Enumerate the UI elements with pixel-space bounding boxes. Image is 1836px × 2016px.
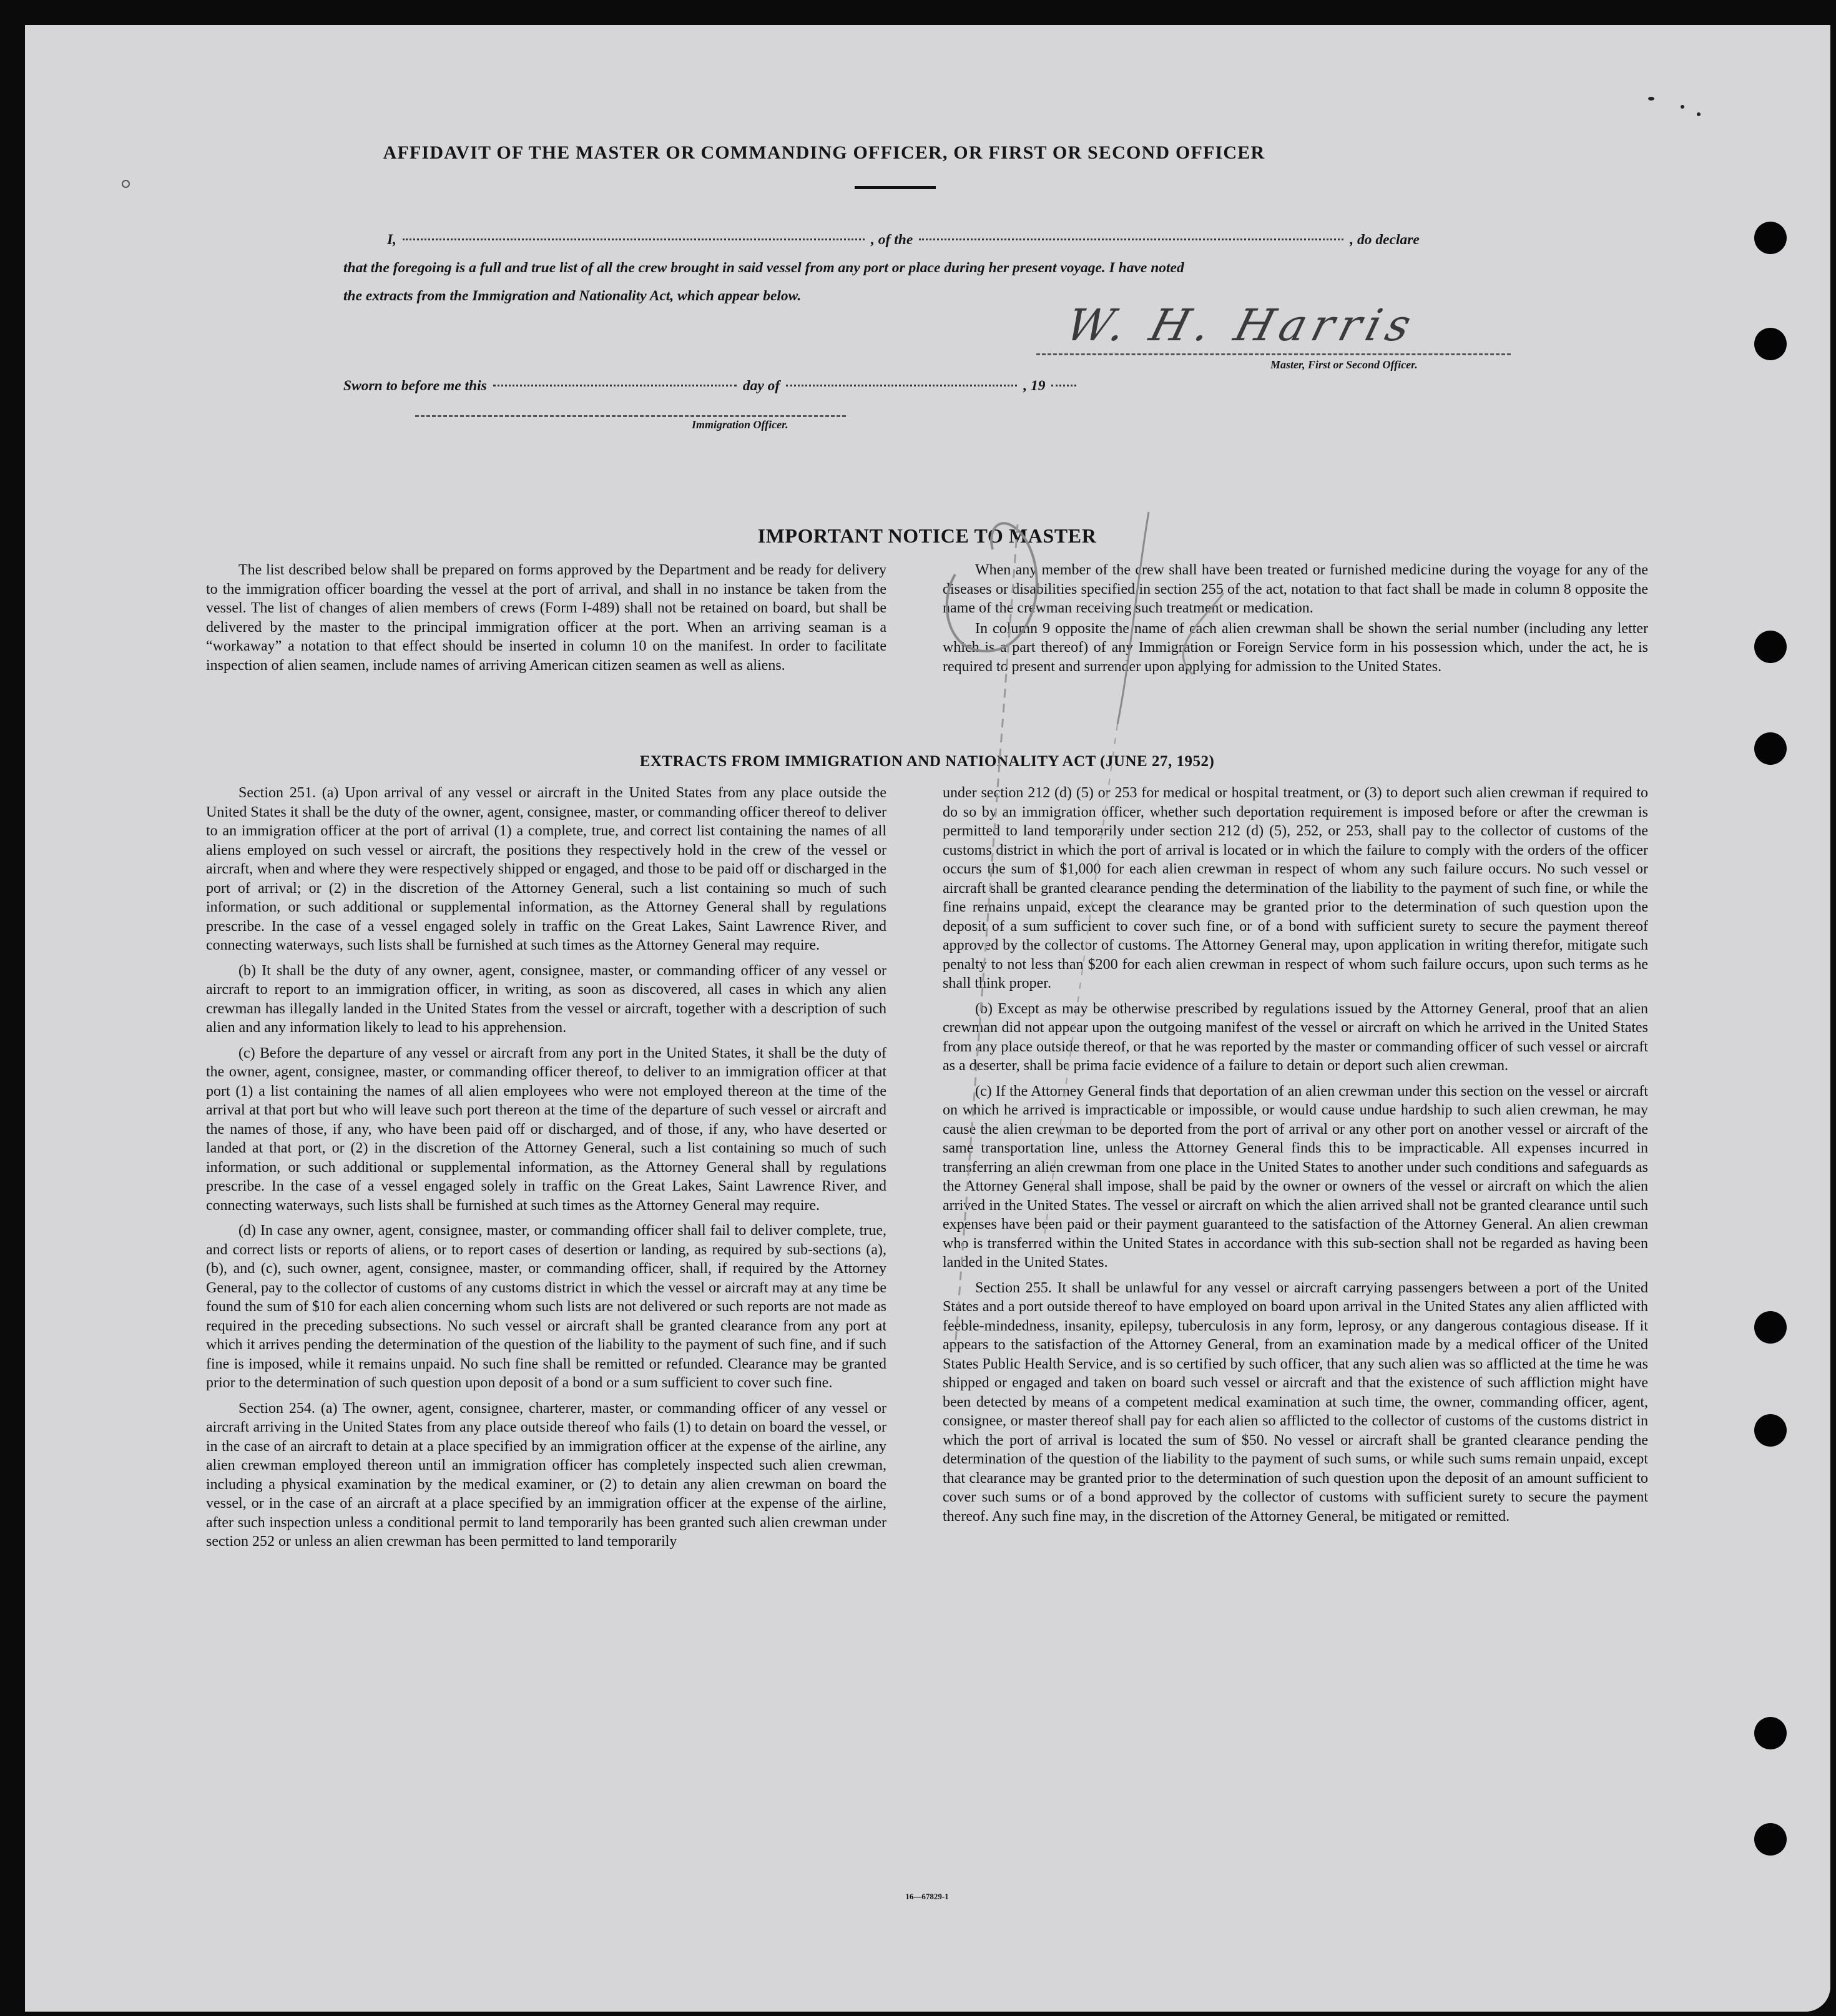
punch-hole (1754, 1823, 1787, 1856)
punch-hole (1754, 1311, 1787, 1344)
officer-caption: Immigration Officer. (692, 418, 788, 431)
punch-hole (1754, 222, 1787, 254)
section-254-b: (b) Except as may be otherwise prescribed by regulations issued by the Attorney General, proof that an alien crewman did not appear upon the outgoing manifest of the vessel or aircraft on which he arrived in the United States from any place outside thereof, or that he was reported by the master or commanding officer of such vessel or aircraft as a deserter, shall be prima facie evidence of a failure to detain or deport such alien crewman. (943, 1000, 1648, 1074)
sworn-year-field (1051, 385, 1076, 386)
section-255: Section 255. It shall be unlawful for any vessel or aircraft carrying passengers between a port of the United States and a port outside thereof to have employed on board upon arrival in the United States any alien afflicted with feeble-mindedness, insanity, epilepsy, tuberculosis in any form, leprosy, or any dangerous contagious disease. If it appears to the satisfaction of the Attorney General, from an examination made by a medical officer of the United States Public Health Service, and is so certified by such officer, that any such alien was so afflicted at the time he was shipped or engaged and taken on board such vessel or aircraft and that the existence of such affliction might have been detected by means of a competent medical examination at such time, the owner, commanding officer, agent, consignee, or master thereof shall pay for each alien so afflicted to the collector of customs of the customs district in which the port of arrival is located the sum of $50. No vessel or aircraft shall be granted clearance pending the determination of the question of the liability to the payment of such sums, or while such sums remain unpaid, except that clearance may be granted prior to the determination of such question upon the deposit of an amount sufficient to cover such sums or of a bond approved by the collector of customs with sufficient surety to secure the payment thereof. Any such fine may, in the discretion of the Attorney General, be mitigated or remitted. (943, 1279, 1648, 1525)
master-signature: W. H. Harris (1061, 300, 1423, 351)
section-254-a-continued: under section 212 (d) (5) or 253 for medical or hospital treatment, or (3) to deport such alien crewman if required to do so by an immigration officer, whether such deportation requirement is imposed before or after the crewman is permitted to land temporarily under section 212 (d) (5), 252, or 253, shall pay to the collector of customs of the customs district in which the port of arrival is located or in which the failure to comply with the orders of the officer occurs the sum of $1,000 for each alien crewman in respect of whom any such failure occurs. No such vessel or aircraft shall be granted clearance pending the determination of the liability to the payment of such fine, or while the fine remains unpaid, except the clearance may be granted prior to the determination of such question upon the deposit of a sum sufficient to cover such fine, or of a bond with sufficient surety to secure the payment thereof approved by the collector of customs. The Attorney General may, upon application in writing therefor, mitigate such penalty to not less than $200 for each alien crewman in respect of whom such failure occurs, upon such terms as he shall think proper. (943, 785, 1648, 991)
sworn-block (343, 372, 1511, 400)
punch-hole (1754, 631, 1787, 663)
punch-hole (1754, 328, 1787, 360)
document-page (25, 25, 1830, 2012)
signature-caption: Master, First or Second Officer. (1270, 358, 1418, 371)
declaration-block (343, 226, 1511, 310)
section-251-d: (d) In case any owner, agent, consignee, master, or commanding officer shall fail to deliver complete, true, and correct lists or reports of aliens, or to report cases of desertion or landing, as required by sub-sections (a), (b), and (c), such owner, agent, consignee, master, or commanding officer, shall, if required by the Attorney General, pay to the collector of customs of any customs district in which the vessel or aircraft may at any time be found the sum of $10 for each alien concerning whom such lists are not delivered or such reports are not made as required in the preceding subsections. No such vessel or aircraft shall be granted clearance from any port at which it arrives pending the determination of the question of the liability to the payment of such fine, and if such fine is imposed, while it remains unpaid. No such fine shall be remitted or refunded. Clearance may be granted prior to the determination of such question upon deposit of a bond or a sum sufficient to cover such fine. (206, 1222, 886, 1391)
section-254-a: Section 254. (a) The owner, agent, consignee, charterer, master, or commanding officer of any vessel or aircraft arriving in the United States from any place outside thereof who fails (1) to detain on board the vessel, or in the case of an aircraft to detain at a place specified by an immigration officer at the expense of the airline, any alien crewman employed thereon until an immigration officer has completely inspected such alien crewman, including a physical examination by the medical examiner, or (2) to detain any alien crewman on board the vessel, or in the case of an aircraft at a place specified by an immigration officer at the expense of the airline, after such inspection unless a conditional permit to land temporarily has been granted such alien crewman under section 252 or unless an alien crewman has been permitted to land temporarily (206, 1400, 886, 1550)
sworn-month-field (786, 385, 1017, 386)
punch-hole (1754, 1717, 1787, 1749)
declaration-line-2: that the foregoing is a full and true list of all the crew brought in said vessel from any port or place during her present voyage. I have noted (343, 260, 1184, 276)
signature-line (1036, 353, 1511, 355)
sworn-line (343, 372, 1511, 400)
notice-right-paragraph-1: When any member of the crew shall have been treated or furnished medicine during the voyage for any of the diseases or disabilities specified in section 255 of the act, notation to that fact shall be made in column 8 opposite the name of the crewman receiving such treatment or medication. (943, 562, 1648, 616)
affidavit-title: AFFIDAVIT OF THE MASTER OR COMMANDING OFFICER, OR FIRST OR SECOND OFFICER (383, 142, 1265, 163)
do-declare-label: , do declare (1350, 232, 1420, 248)
section-251-b: (b) It shall be the duty of any owner, agent, consignee, master, or commanding officer of any vessel or aircraft to report to an immigration officer, in writing, as soon as discovered, all cases in which any alien crewman has illegally landed in the United States from the vessel or aircraft, together with a description of such alien and any information likely to lead to his apprehension. (206, 962, 886, 1036)
of-the-label: , of the (871, 232, 913, 248)
declarant-prefix: I, (387, 232, 397, 248)
extracts-left-column (206, 784, 886, 1558)
section-251-c: (c) Before the departure of any vessel or aircraft from any port in the United States, it shall be the duty of the owner, agent, consignee, master, or commanding officer thereof, to deliver to an immigration officer at that port (1) a list containing the names of all alien employees who were not employed thereon at the time of the arrival at that port but who will leave such port thereon at the time of the departure of such vessel or aircraft and the names of those, if any, who have been paid off or discharged, and of those, if any, who have deserted or landed at that port, or (2) in the discretion of the Attorney General, such a list containing so much of such information, or such additional or supplemental information, as the Attorney General shall by regulations prescribe. In the case of a vessel engaged solely in traffic on the Great Lakes, Saint Lawrence River, and connecting waterways, such lists shall be furnished at such times as the Attorney General may require. (206, 1045, 886, 1214)
declaration-line-1 (343, 226, 1511, 254)
section-254-c: (c) If the Attorney General finds that deportation of an alien crewman under this section on the vessel or aircraft on which he arrived is impracticable or impossible, or would cause undue hardship to such alien crewman, he may cause the alien crewman to be deported from the port of arrival or any other port on another vessel or aircraft of the same transportation line, unless the Attorney General finds this to be impracticable. All expenses incurred in transferring an alien crewman from one place in the United States to another under such conditions and safeguards as the Attorney General shall impose, shall be paid by the owner or owners of the vessel or aircraft on which the alien arrived in the United States. The vessel or aircraft on which the alien arrived shall not be granted clearance until such expenses have been paid or their payment guaranteed to the satisfaction of the Attorney General. An alien crewman who is transferred within the United States in accordance with this sub-section shall not be regarded as having been landed in the United States. (943, 1083, 1648, 1271)
day-of-label: day of (742, 378, 780, 394)
section-251-a: Section 251. (a) Upon arrival of any vessel or aircraft in the United States from any place outside the United States it shall be the duty of the owner, agent, consignee, master, or commanding officer thereof to deliver to an immigration officer at the port of arrival (1) a complete, true, and correct list containing the names of all aliens employed on such vessel or aircraft, the positions they respectively hold in the crew of the vessel or aircraft, when and where they were respectively shipped or engaged, and those to be paid off or discharged in the port of arrival; or (2) in the discretion of the Attorney General, such a list containing so much of such information, or such additional or supplemental information, as the Attorney General shall by regulations prescribe. In the case of a vessel engaged solely in traffic on the Great Lakes, Saint Lawrence River, and connecting waterways, such lists shall be furnished at such times as the Attorney General may require. (206, 785, 886, 953)
scan-speck (122, 180, 130, 188)
extracts-right-column (943, 784, 1648, 1532)
form-code: 16—67829-1 (905, 1892, 949, 1901)
notice-left-column (206, 561, 886, 681)
scan-speck (1648, 97, 1654, 101)
sworn-day-field (493, 385, 737, 386)
sworn-label: Sworn to before me this (343, 378, 487, 394)
punch-hole (1754, 1414, 1787, 1447)
declaration-line-3: the extracts from the Immigration and Nationality Act, which appear below. (343, 288, 802, 304)
notice-title: IMPORTANT NOTICE TO MASTER (757, 524, 1097, 547)
notice-right-column (943, 561, 1648, 682)
vessel-name-field (919, 238, 1343, 240)
extracts-title: EXTRACTS FROM IMMIGRATION AND NATIONALITY ACT (JUNE 27, 1952) (639, 753, 1215, 770)
declarant-name-field (403, 238, 865, 240)
notice-left-paragraph: The list described below shall be prepared on forms approved by the Department and be ready for delivery to the immigration officer boarding the vessel at the port of arrival, and shall in no instance be taken from the vessel. The list of changes of alien members of crews (Form I-489) shall not be retained on board, but shall be delivered by the master to the principal immigration officer at the port. When an arriving seaman is a “workaway” a notation to that effect should be inserted in column 10 on the manifest. In order to facilitate inspection of alien seamen, include names of arriving American citizen seamen as well as aliens. (206, 562, 886, 674)
scan-speck (1697, 112, 1701, 116)
scan-speck (1681, 105, 1684, 109)
notice-right-paragraph-2: In column 9 opposite the name of each alien crewman shall be shown the serial number (including any letter which is a part thereof) of any Immigration or Foreign Service form in his possession which, under the act, he is required to present and surrender upon applying for admission to the United States. (943, 620, 1648, 675)
officer-signature-line (415, 415, 846, 417)
year-label: , 19 (1023, 378, 1046, 394)
title-rule (855, 186, 936, 189)
